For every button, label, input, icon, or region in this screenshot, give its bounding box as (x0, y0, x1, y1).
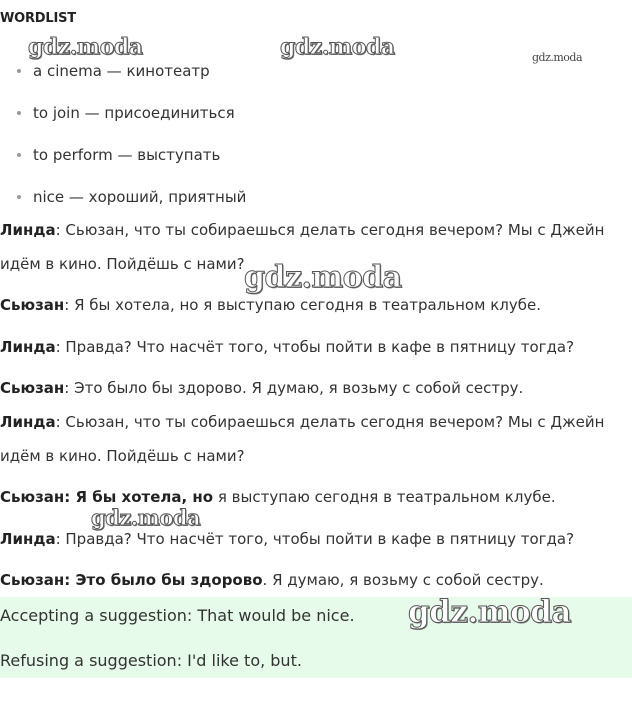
line-text: : Сьюзан, что ты собираешься делать сегодня вечером? Мы с Джейн (55, 413, 605, 431)
bullet-icon (17, 195, 21, 199)
speaker-name: Сьюзан (0, 571, 65, 589)
watermark: gdz.moda (244, 260, 402, 295)
speaker-name: Сьюзан (0, 379, 65, 397)
dialogue-line (0, 413, 604, 431)
line-separator: : (64, 571, 76, 589)
accepting-phrase: Accepting a suggestion: That would be nice. (0, 606, 355, 625)
speaker-name: Линда (0, 338, 56, 356)
dialogue-line (0, 488, 556, 506)
line-text: : Правда? Что насчёт того, чтобы пойти в кафе в пятницу тогда? (55, 338, 575, 356)
dialogue-line (0, 296, 541, 314)
line-text: . Я думаю, я возьму с собой сестру. (262, 571, 544, 589)
line-text: : Сьюзан, что ты собираешься делать сегодня вечером? Мы с Джейн (55, 221, 605, 239)
watermark: gdz.moda (28, 34, 143, 60)
speaker-name: Линда (0, 530, 56, 548)
dialogue-line (0, 338, 574, 356)
list-item-text: to join — присоединиться (33, 104, 235, 122)
key-phrase: Это было бы здорово (75, 571, 263, 589)
list-item-text: to perform — выступать (33, 146, 221, 164)
line-text: : Я бы хотела, но я выступаю сегодня в театральном клубе. (64, 296, 541, 314)
dialogue-line-continued: идём в кино. Пойдёшь с нами? (0, 447, 245, 465)
dialogue-line (0, 221, 604, 239)
bullet-icon (17, 153, 21, 157)
dialogue-line-continued: идём в кино. Пойдёшь с нами? (0, 255, 245, 273)
dialogue-line (0, 530, 574, 548)
dialogue-line (0, 379, 523, 397)
watermark: gdz.moda (532, 51, 583, 64)
list-item-text: nice — хороший, приятный (33, 188, 247, 206)
line-separator: : (64, 488, 76, 506)
speaker-name: Сьюзан (0, 296, 65, 314)
refusing-phrase: Refusing a suggestion: I'd like to, but. (0, 651, 302, 670)
wordlist-heading: WORDLIST (0, 11, 76, 26)
speaker-name: Линда (0, 413, 56, 431)
line-text: : Это было бы здорово. Я думаю, я возьму с собой сестру. (64, 379, 524, 397)
speaker-name: Сьюзан (0, 488, 65, 506)
watermark: gdz.moda (280, 34, 395, 60)
speaker-name: Линда (0, 221, 56, 239)
key-phrase: Я бы хотела, но (75, 488, 214, 506)
list-item-text: a cinema — кинотеатр (33, 62, 210, 80)
dialogue-line (0, 571, 544, 589)
bullet-icon (17, 69, 21, 73)
watermark: gdz.moda (408, 594, 571, 630)
bullet-icon (17, 111, 21, 115)
line-text: : Правда? Что насчёт того, чтобы пойти в кафе в пятницу тогда? (55, 530, 575, 548)
line-text: я выступаю сегодня в театральном клубе. (213, 488, 556, 506)
watermark: gdz.moda (91, 505, 201, 530)
